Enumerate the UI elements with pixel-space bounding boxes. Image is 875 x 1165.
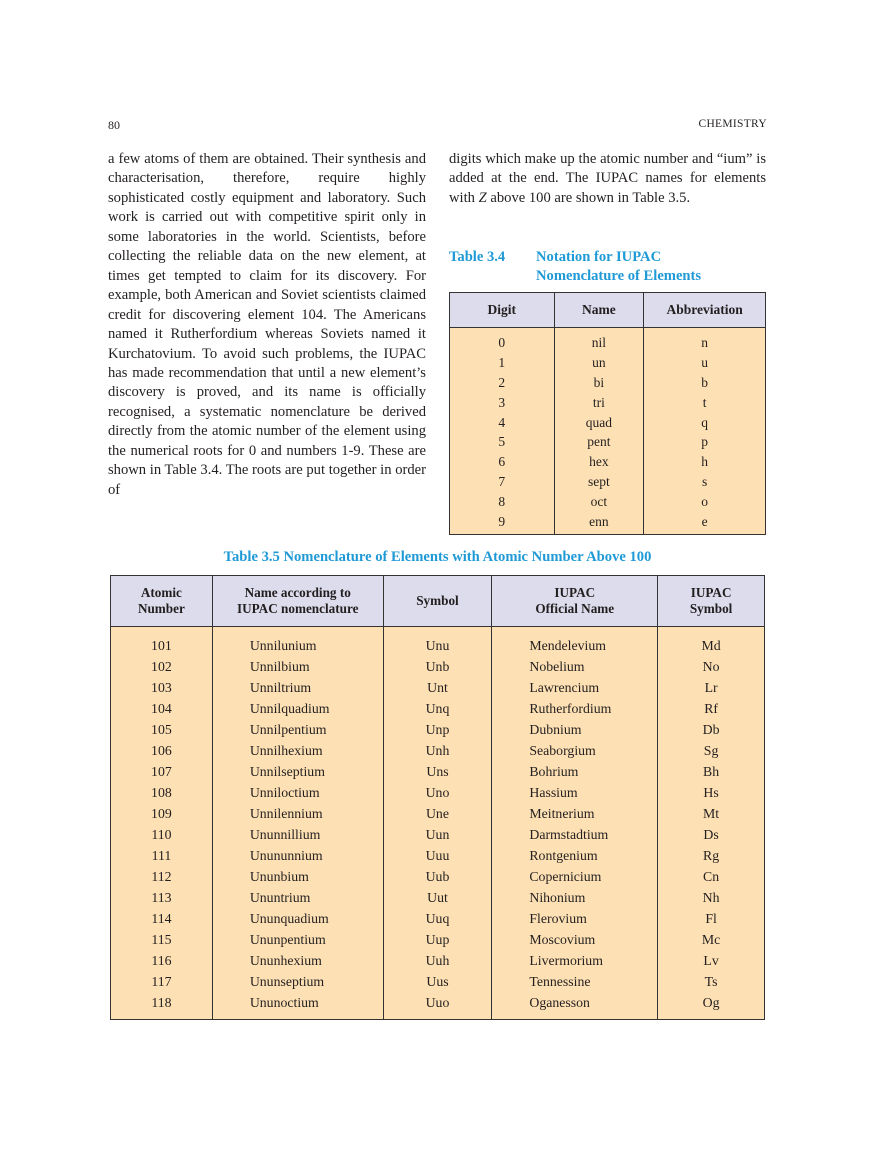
header-line: Number	[137, 601, 185, 616]
table35-caption: Table 3.5 Nomenclature of Elements with Atomic Number Above 100	[223, 549, 652, 565]
table35-cell-iupac-symbol: Rf	[658, 698, 765, 719]
table35-cell-atomic-number: 117	[111, 971, 213, 992]
table35-row	[111, 929, 765, 950]
table35-row	[111, 824, 765, 845]
table34-caption	[449, 248, 769, 286]
table35-cell-atomic-number: 118	[111, 992, 213, 1020]
table35-cell-symbol: Uuu	[383, 845, 492, 866]
header-line: Symbol	[416, 593, 459, 608]
table35-row	[111, 908, 765, 929]
table35-cell-official-name: Copernicium	[492, 866, 658, 887]
table35-cell-symbol: Unh	[383, 740, 492, 761]
table34-cell-name: bi	[554, 373, 644, 393]
table35-cell-atomic-number: 111	[111, 845, 213, 866]
table35-row	[111, 719, 765, 740]
header-line: IUPAC nomenclature	[236, 601, 359, 616]
table35	[110, 575, 765, 1020]
header-line: IUPAC	[690, 585, 732, 600]
table35-cell-official-name: Moscovium	[492, 929, 658, 950]
table34-cell-digit: 9	[450, 512, 555, 534]
table34-cell-digit: 8	[450, 492, 555, 512]
table35-cell-atomic-number: 102	[111, 656, 213, 677]
table35-row	[111, 698, 765, 719]
table35-cell-atomic-number: 103	[111, 677, 213, 698]
table34-number: Table 3.4	[449, 249, 506, 265]
left-paragraph: a few atoms of them are obtained. Their synthesis and characterisation, therefore, require highly sophisticated costly equipment and laboratory. Such work is carried out with competitive spirit only in some laboratories in the world. Scientists, before collecting the reliable data on the new element, at times get tempted to claim for its discovery. For example, both American and Soviet scientists claimed credit for discovering element 104. The Americans named it Rutherfordium whereas Soviets named it Kurchatovium. To avoid such problems, the IUPAC has made recommendation that until a new element’s discovery is proved, and its name is officially recognised, a systematic nomenclature be derived directly from the atomic number of the element using the numerical roots for 0 and numbers 1-9. These are shown in Table 3.4. The roots are put together in order of	[108, 151, 426, 498]
table35-cell-iupac-symbol: Mc	[658, 929, 765, 950]
table35-cell-iupac-name: Ununoctium	[212, 992, 383, 1020]
table35-cell-atomic-number: 110	[111, 824, 213, 845]
table35-row	[111, 740, 765, 761]
table35-cell-symbol: Uus	[383, 971, 492, 992]
table35-row	[111, 992, 765, 1020]
right-column	[449, 150, 766, 208]
table34-title-line1: Notation for IUPAC	[536, 249, 662, 265]
table35-cell-symbol: Unt	[383, 677, 492, 698]
table35-cell-official-name: Seaborgium	[492, 740, 658, 761]
table35-cell-iupac-symbol: Db	[658, 719, 765, 740]
table35-cell-iupac-name: Unnilunium	[212, 627, 383, 657]
table34-cell-digit: 6	[450, 452, 555, 472]
table34-cell-digit: 1	[450, 353, 555, 373]
table35-cell-iupac-name: Unnilbium	[212, 656, 383, 677]
table34-row	[450, 373, 766, 393]
table35-cell-iupac-symbol: No	[658, 656, 765, 677]
table34-row	[450, 328, 766, 353]
table34-body	[450, 328, 766, 535]
table35-header-iupac-nomenclature	[212, 576, 383, 627]
table35-cell-official-name: Nihonium	[492, 887, 658, 908]
table35-cell-iupac-symbol: Sg	[658, 740, 765, 761]
table35-cell-symbol: Uub	[383, 866, 492, 887]
table34-header-abbreviation: Abbreviation	[644, 293, 766, 328]
table35-cell-symbol: Uut	[383, 887, 492, 908]
table34-header-digit: Digit	[450, 293, 555, 328]
table35-header-atomic-number	[111, 576, 213, 627]
table35-row	[111, 782, 765, 803]
table35-cell-atomic-number: 107	[111, 761, 213, 782]
table34-cell-name: tri	[554, 393, 644, 413]
table35-cell-iupac-name: Unniloctium	[212, 782, 383, 803]
table35-row	[111, 845, 765, 866]
table35-cell-iupac-symbol: Lr	[658, 677, 765, 698]
table34-header-name: Name	[554, 293, 644, 328]
table35-cell-atomic-number: 116	[111, 950, 213, 971]
header-line: Symbol	[689, 601, 733, 616]
table35-cell-symbol: Une	[383, 803, 492, 824]
table35-cell-atomic-number: 112	[111, 866, 213, 887]
table35-cell-iupac-name: Unununnium	[212, 845, 383, 866]
table34-cell-digit: 0	[450, 328, 555, 353]
table35-cell-iupac-name: Unnilennium	[212, 803, 383, 824]
table35-cell-iupac-name: Ununhexium	[212, 950, 383, 971]
table35-header-row	[111, 576, 765, 627]
table34-cell-name: oct	[554, 492, 644, 512]
table35-cell-symbol: Unq	[383, 698, 492, 719]
table34-row	[450, 353, 766, 373]
table34-row	[450, 512, 766, 534]
table35-cell-atomic-number: 104	[111, 698, 213, 719]
table34-cell-name: pent	[554, 432, 644, 452]
table35-cell-iupac-name: Unnilpentium	[212, 719, 383, 740]
table34-cell-digit: 4	[450, 413, 555, 433]
table35-cell-official-name: Darmstadtium	[492, 824, 658, 845]
table34-cell-digit: 5	[450, 432, 555, 452]
table35-cell-official-name: Meitnerium	[492, 803, 658, 824]
table35-cell-atomic-number: 109	[111, 803, 213, 824]
table35-row	[111, 971, 765, 992]
table35-cell-iupac-name: Unnilquadium	[212, 698, 383, 719]
table35-cell-official-name: Flerovium	[492, 908, 658, 929]
page-number: 80	[108, 118, 120, 132]
table34-cell-name: hex	[554, 452, 644, 472]
table35-cell-atomic-number: 105	[111, 719, 213, 740]
header-line: Official Name	[535, 601, 615, 616]
table35-cell-symbol: Unp	[383, 719, 492, 740]
table35-cell-symbol: Uuh	[383, 950, 492, 971]
running-head: CHEMISTRY	[698, 118, 767, 130]
table35-cell-iupac-name: Ununbium	[212, 866, 383, 887]
table35-row	[111, 761, 765, 782]
table34-cell-name: quad	[554, 413, 644, 433]
table35-cell-iupac-symbol: Fl	[658, 908, 765, 929]
table34-cell-digit: 7	[450, 472, 555, 492]
table35-cell-atomic-number: 106	[111, 740, 213, 761]
table35-cell-iupac-name: Ununtrium	[212, 887, 383, 908]
table34	[449, 292, 766, 535]
table34-cell-digit: 3	[450, 393, 555, 413]
table35-cell-iupac-symbol: Og	[658, 992, 765, 1020]
left-column	[108, 150, 426, 500]
table35-row	[111, 887, 765, 908]
table35-cell-iupac-name: Unniltrium	[212, 677, 383, 698]
right-text-part2: above 100 are shown in Table 3.5.	[486, 189, 691, 206]
table35-header-official-name	[492, 576, 658, 627]
table34-cell-abbreviation: p	[644, 432, 766, 452]
table34-row	[450, 432, 766, 452]
table34-cell-abbreviation: h	[644, 452, 766, 472]
table35-cell-atomic-number: 115	[111, 929, 213, 950]
table35-cell-iupac-symbol: Md	[658, 627, 765, 657]
table35-cell-symbol: Uuo	[383, 992, 492, 1020]
table35-cell-atomic-number: 101	[111, 627, 213, 657]
table35-cell-official-name: Rontgenium	[492, 845, 658, 866]
table34-cell-name: sept	[554, 472, 644, 492]
table34-cell-digit: 2	[450, 373, 555, 393]
table35-cell-atomic-number: 113	[111, 887, 213, 908]
table34-header-row	[450, 293, 766, 328]
table34-row	[450, 393, 766, 413]
table35-row	[111, 656, 765, 677]
table34-cell-abbreviation: e	[644, 512, 766, 534]
table35-cell-iupac-symbol: Ts	[658, 971, 765, 992]
table35-body	[111, 627, 765, 1020]
table35-cell-iupac-symbol: Lv	[658, 950, 765, 971]
header-line: Atomic	[140, 585, 182, 600]
z-symbol: Z	[478, 189, 487, 206]
table35-header-symbol	[383, 576, 492, 627]
table35-cell-symbol: Uun	[383, 824, 492, 845]
table34-cell-abbreviation: q	[644, 413, 766, 433]
table35-cell-official-name: Rutherfordium	[492, 698, 658, 719]
table35-cell-iupac-name: Unnilseptium	[212, 761, 383, 782]
table35-header-iupac-symbol	[658, 576, 765, 627]
table35-cell-symbol: Uup	[383, 929, 492, 950]
table35-row	[111, 950, 765, 971]
table35-row	[111, 866, 765, 887]
table34-cell-abbreviation: n	[644, 328, 766, 353]
table34-cell-abbreviation: t	[644, 393, 766, 413]
header-line: Name according to	[244, 585, 351, 600]
table35-cell-official-name: Livermorium	[492, 950, 658, 971]
table35-cell-official-name: Hassium	[492, 782, 658, 803]
table35-cell-iupac-name: Ununnillium	[212, 824, 383, 845]
table34-cell-abbreviation: u	[644, 353, 766, 373]
table35-cell-symbol: Uns	[383, 761, 492, 782]
right-text-part1: digits which make up the atomic number and “ium” is added at the end. The IUPAC names for elements with	[449, 151, 766, 206]
table35-cell-atomic-number: 114	[111, 908, 213, 929]
table35-cell-official-name: Bohrium	[492, 761, 658, 782]
table34-row	[450, 492, 766, 512]
table35-cell-symbol: Uuq	[383, 908, 492, 929]
table34-cell-abbreviation: o	[644, 492, 766, 512]
table34-title-line2: Nomenclature of Elements	[536, 268, 702, 284]
table34-row	[450, 472, 766, 492]
right-paragraph	[449, 150, 766, 208]
table35-cell-atomic-number: 108	[111, 782, 213, 803]
table34-row	[450, 452, 766, 472]
table35-cell-official-name: Oganesson	[492, 992, 658, 1020]
table35-cell-official-name: Nobelium	[492, 656, 658, 677]
table34-cell-abbreviation: b	[644, 373, 766, 393]
table34-cell-name: nil	[554, 328, 644, 353]
table35-cell-iupac-name: Ununpentium	[212, 929, 383, 950]
table35-cell-iupac-name: Ununseptium	[212, 971, 383, 992]
table35-row	[111, 677, 765, 698]
table35-cell-iupac-symbol: Rg	[658, 845, 765, 866]
table35-cell-iupac-symbol: Hs	[658, 782, 765, 803]
table35-cell-symbol: Unu	[383, 627, 492, 657]
table35-cell-iupac-symbol: Ds	[658, 824, 765, 845]
table35-cell-iupac-symbol: Bh	[658, 761, 765, 782]
table35-row	[111, 803, 765, 824]
table34-row	[450, 413, 766, 433]
table35-cell-official-name: Tennessine	[492, 971, 658, 992]
table35-cell-official-name: Dubnium	[492, 719, 658, 740]
table34-cell-name: un	[554, 353, 644, 373]
table35-cell-iupac-symbol: Nh	[658, 887, 765, 908]
table34-cell-abbreviation: s	[644, 472, 766, 492]
table35-cell-iupac-name: Unnilhexium	[212, 740, 383, 761]
table35-cell-official-name: Lawrencium	[492, 677, 658, 698]
table35-cell-iupac-symbol: Cn	[658, 866, 765, 887]
table34-cell-name: enn	[554, 512, 644, 534]
table35-cell-official-name: Mendelevium	[492, 627, 658, 657]
header-line: IUPAC	[554, 585, 596, 600]
table35-cell-symbol: Unb	[383, 656, 492, 677]
table35-cell-iupac-name: Ununquadium	[212, 908, 383, 929]
table35-row	[111, 627, 765, 657]
table35-cell-iupac-symbol: Mt	[658, 803, 765, 824]
table35-cell-symbol: Uno	[383, 782, 492, 803]
